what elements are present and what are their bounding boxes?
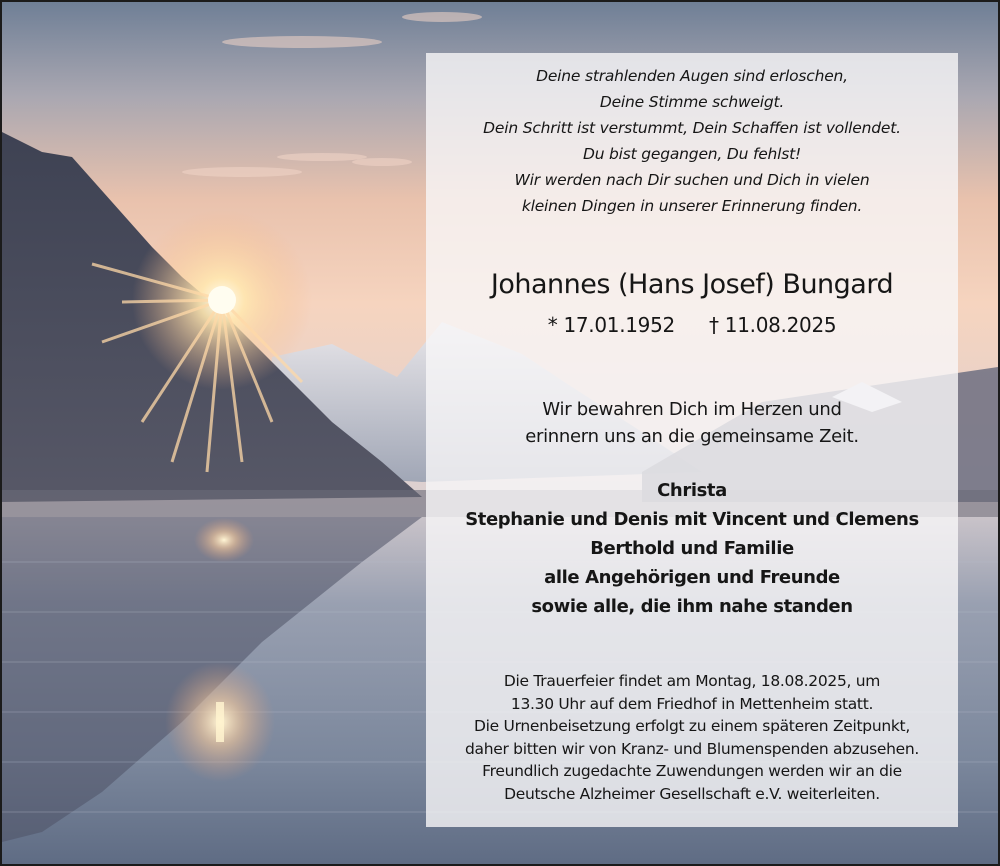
sun-icon [208, 286, 236, 314]
poem-line: Deine strahlenden Augen sind erloschen, [536, 67, 848, 85]
death-date: † 11.08.2025 [709, 313, 837, 337]
ceremony-line: Deutsche Alzheimer Gesellschaft e.V. weiterleiten. [504, 784, 880, 803]
poem-line: kleinen Dingen in unserer Erinnerung finden. [521, 197, 863, 215]
ceremony-info [426, 670, 958, 805]
life-dates [426, 313, 958, 337]
poem-line: Du bist gegangen, Du fehlst! [582, 145, 802, 163]
poem [426, 63, 958, 219]
remembrance-message [426, 396, 958, 450]
mourner: Christa [657, 480, 727, 501]
mourner: alle Angehörigen und Freunde [544, 567, 840, 588]
deceased-name: Johannes (Hans Josef) Bungard [490, 269, 894, 300]
poem-line: Deine Stimme schweigt. [599, 93, 785, 111]
birth-date: * 17.01.1952 [547, 313, 675, 337]
ceremony-line: Die Urnenbeisetzung erfolgt zu einem späteren Zeitpunkt, [474, 717, 910, 735]
message-line: Wir bewahren Dich im Herzen und [542, 399, 842, 420]
mourner: Berthold und Familie [590, 538, 794, 559]
mourner: Stephanie und Denis mit Vincent und Clemens [465, 509, 919, 530]
mourner: sowie alle, die ihm nahe standen [531, 596, 853, 617]
mourners-list [426, 476, 958, 621]
ceremony-line: daher bitten wir von Kranz- und Blumenspenden abzusehen. [464, 739, 920, 758]
ceremony-line: 13.30 Uhr auf dem Friedhof in Mettenheim statt. [510, 694, 874, 713]
poem-line: Dein Schritt ist verstummt, Dein Schaffen ist vollendet. [483, 119, 901, 137]
text-panel [426, 53, 958, 827]
poem-line: Wir werden nach Dir suchen und Dich in vielen [514, 171, 870, 189]
message-line: erinnern uns an die gemeinsame Zeit. [525, 426, 859, 447]
ceremony-line: Die Trauerfeier findet am Montag, 18.08.2025, um [503, 672, 881, 690]
ceremony-line: Freundlich zugedachte Zuwendungen werden wir an die [482, 762, 902, 780]
